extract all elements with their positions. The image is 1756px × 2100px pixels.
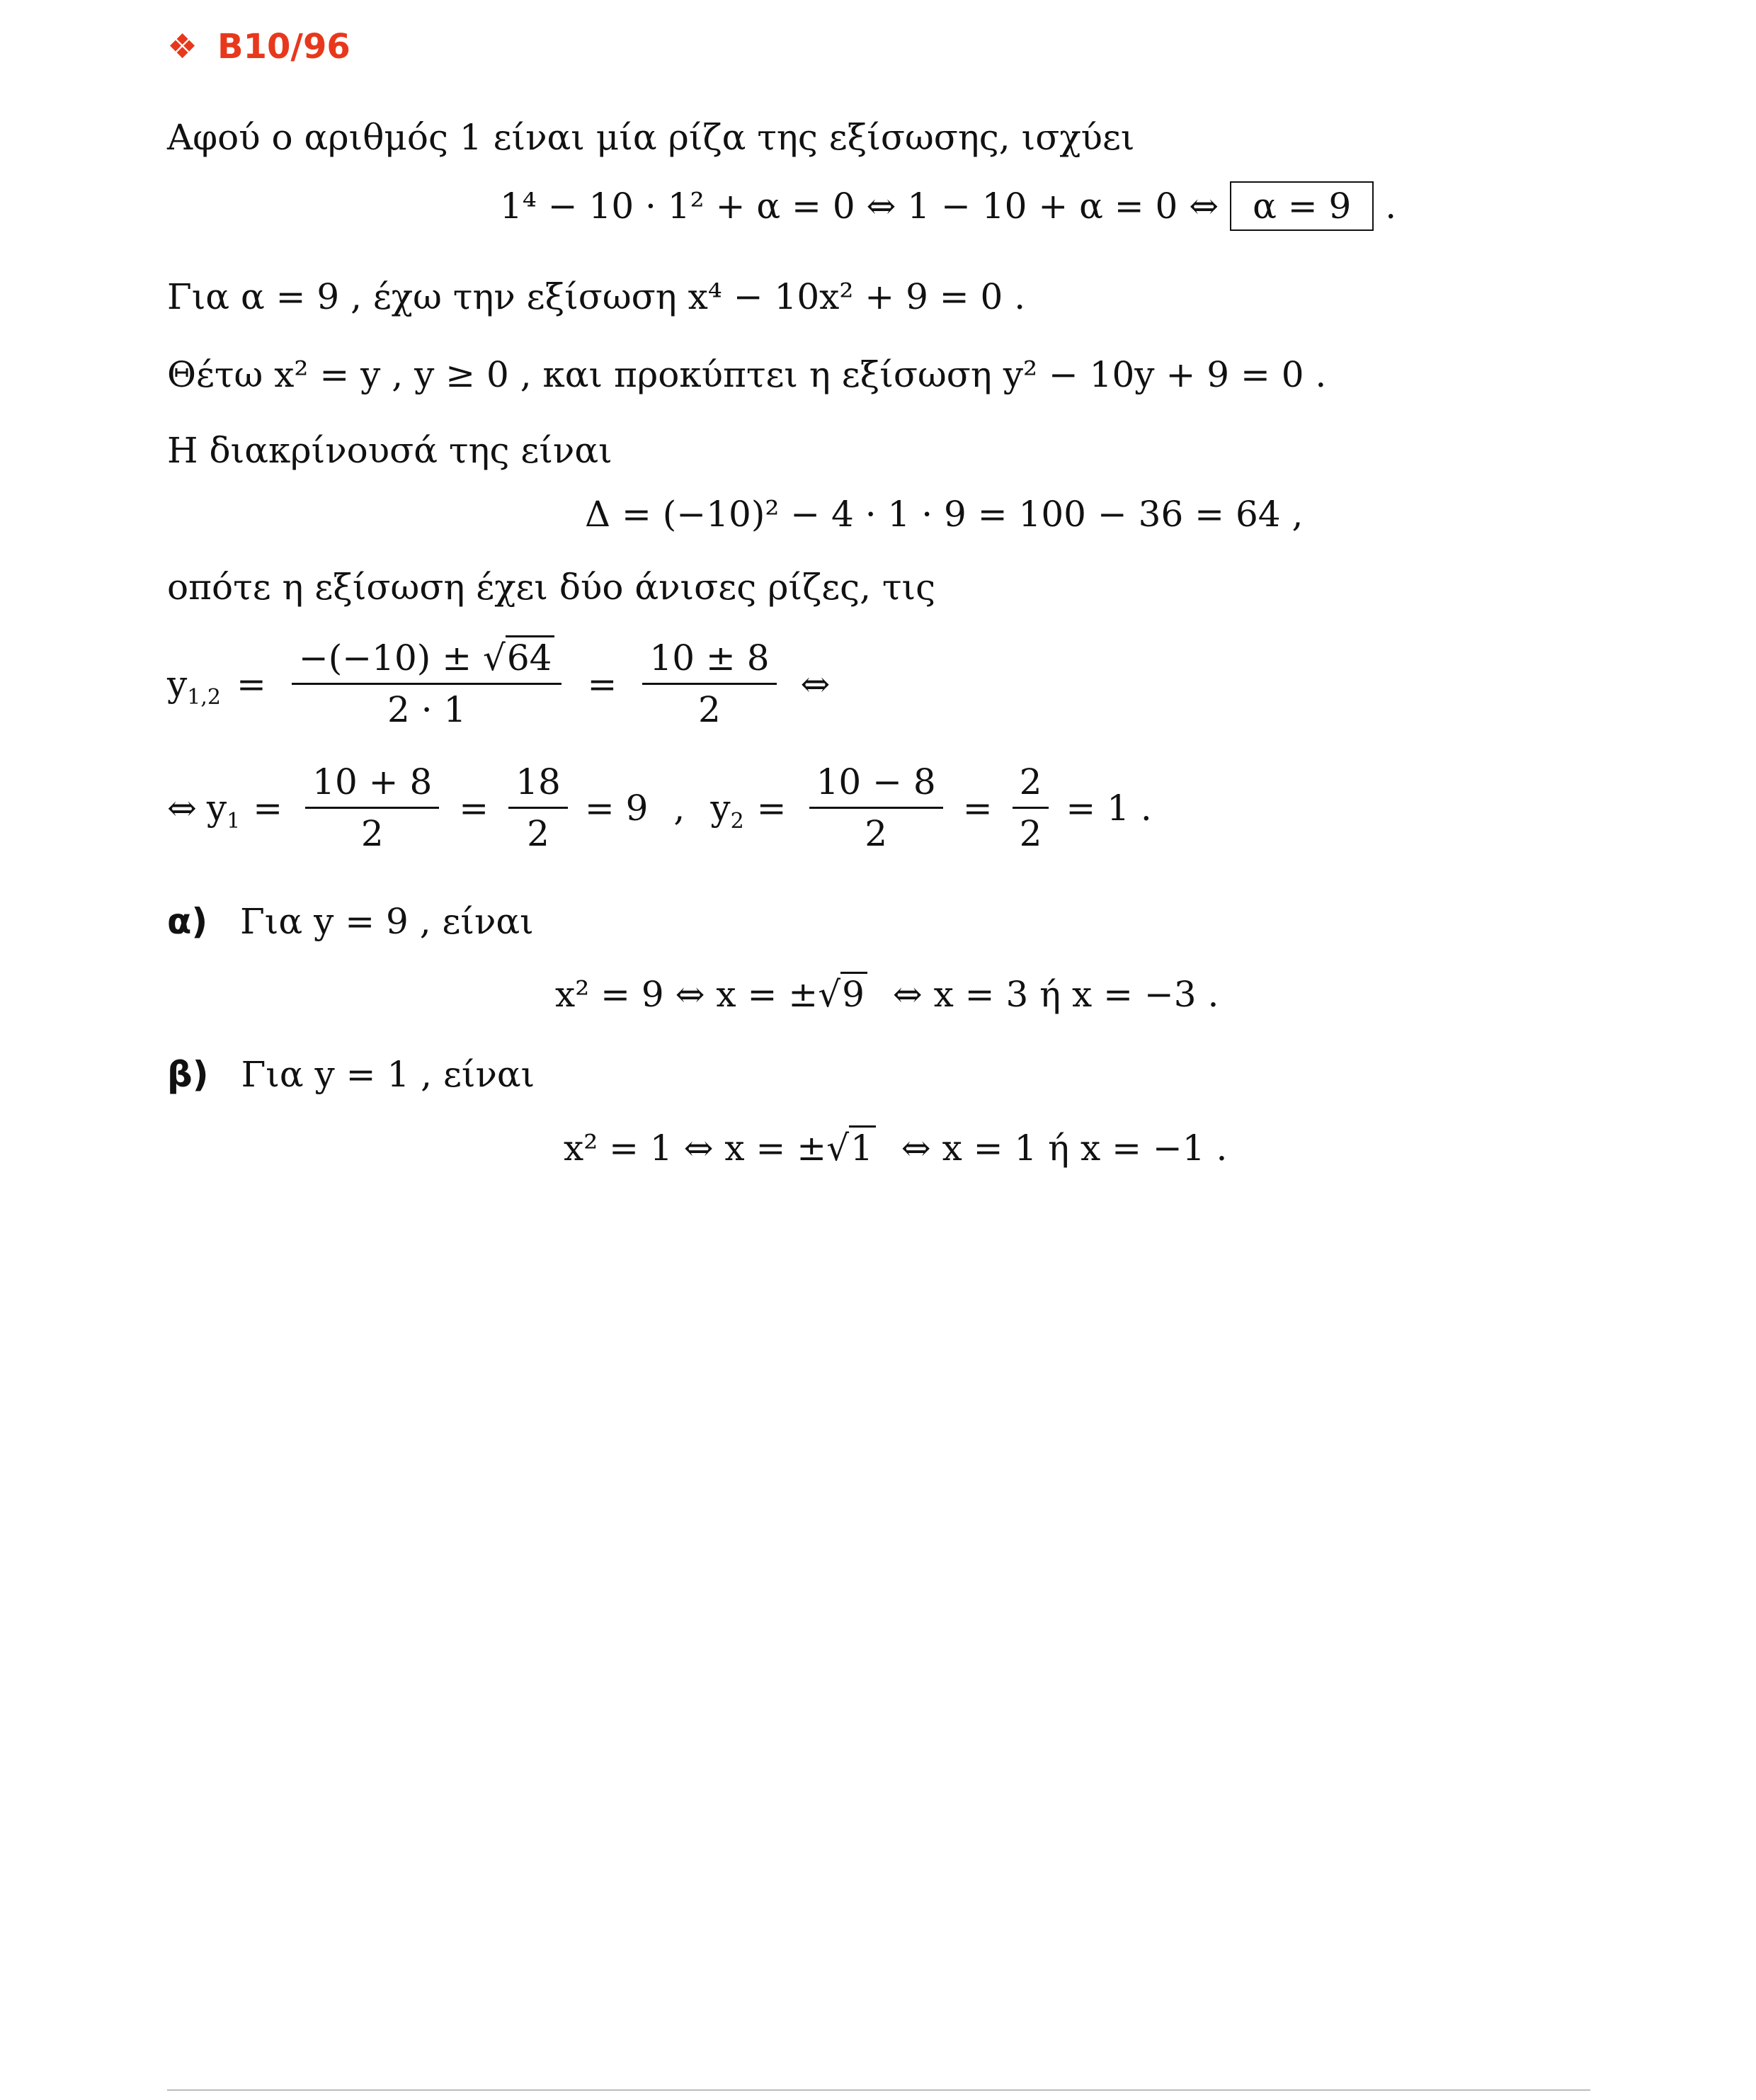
sqrt-symbol: √ — [826, 1128, 850, 1169]
fraction-denominator: 2 — [698, 689, 721, 730]
iff-sign: ⇔ — [800, 663, 831, 705]
sqrt-radicand: 64 — [506, 635, 555, 679]
equation-alpha-steps: 1⁴ − 10 · 1² + α = 0 ⇔ 1 − 10 + α = 0 ⇔ — [500, 186, 1219, 227]
fraction-numerator: 10 − 8 — [809, 761, 943, 809]
fraction-numerator: 2 — [1013, 761, 1049, 809]
equals-sign: = — [236, 663, 266, 705]
intro-line: Αφού ο αριθμός 1 είναι μία ρίζα της εξίσωσης, ισχύει — [167, 117, 1135, 158]
case-b-result: ⇔ x = 1 ή x = −1 . — [901, 1128, 1228, 1169]
problem-title — [167, 27, 350, 67]
diamond-bullet-icon: ❖ — [167, 27, 198, 67]
roots-formula — [167, 637, 830, 730]
root-y2-value: = 1 . — [1066, 787, 1152, 829]
substitution-line: Θέτω x² = y , y ≥ 0 , και προκύπτει η εξίσωση y² − 10y + 9 = 0 . — [167, 354, 1327, 395]
fraction-numerator: 10 + 8 — [305, 761, 439, 809]
fraction-y1 — [305, 761, 439, 854]
case-a-text: Για y = 9 , είναι — [240, 901, 534, 942]
case-a-result: ⇔ x = 3 ή x = −3 . — [892, 974, 1219, 1015]
discriminant-equation: Δ = (−10)² − 4 · 1 · 9 = 100 − 36 = 64 , — [585, 494, 1304, 535]
fraction-quadratic — [292, 637, 562, 730]
fraction-simplified — [642, 637, 776, 730]
equation-alpha — [500, 186, 1396, 227]
fraction-y2 — [809, 761, 943, 854]
boxed-result: α = 9 — [1230, 181, 1374, 231]
fraction-denominator: 2 — [527, 813, 549, 854]
roots-lhs: $y_{1,2}$ — [167, 663, 221, 710]
equals-sign: = — [587, 663, 617, 705]
sqrt-radicand: 9 — [840, 972, 867, 1015]
sqrt-radicand: 1 — [849, 1125, 876, 1169]
fraction-denominator: 2 — [1019, 813, 1042, 854]
fraction-denominator: 2 — [360, 813, 384, 854]
root-y1-value: = 9 — [584, 787, 649, 829]
fraction-numerator: 18 — [508, 761, 568, 809]
equals-sign: = — [459, 787, 489, 829]
equals-sign: = — [962, 787, 993, 829]
iff-sign: ⇔ — [167, 787, 197, 829]
case-a-heading — [167, 901, 534, 942]
discriminant-intro: Η διακρίνουσά της είναι — [167, 430, 612, 471]
fraction-denominator: 2 · 1 — [387, 689, 467, 730]
fraction-numerator: 10 ± 8 — [642, 637, 776, 685]
problem-code: Β10/96 — [217, 27, 350, 67]
root-y2: $y_2$ — [710, 787, 744, 834]
case-a-equation: x² = 9 ⇔ x = ±√9 ⇔ x = 3 ή x = −3 . — [555, 974, 1219, 1015]
fraction-y2-simplified — [1013, 761, 1049, 854]
equation-alpha-period: . — [1385, 186, 1397, 227]
case-b-label: β) — [167, 1054, 209, 1095]
equals-sign: = — [756, 787, 787, 829]
fraction-numerator: −(−10) ± √64 — [292, 637, 562, 685]
case-b-heading — [167, 1054, 535, 1095]
equals-sign: = — [253, 787, 283, 829]
fraction-denominator: 2 — [865, 813, 888, 854]
fraction-y1-simplified — [508, 761, 568, 854]
footer-divider — [167, 2089, 1590, 2091]
sqrt-symbol: √ — [818, 974, 841, 1015]
roots-intro: οπότε η εξίσωση έχει δύο άνισες ρίζες, τις — [167, 567, 936, 608]
sqrt-symbol: √ — [482, 637, 506, 679]
separator-comma: , — [673, 787, 685, 829]
case-b-equation: x² = 1 ⇔ x = ±√1 ⇔ x = 1 ή x = −1 . — [564, 1128, 1227, 1169]
individual-roots — [167, 761, 1152, 854]
case-a-label: α) — [167, 901, 208, 942]
root-y1: $y_1$ — [206, 787, 241, 834]
equation-line: Για α = 9 , έχω την εξίσωση x⁴ − 10x² + 9 = 0 . — [167, 276, 1026, 317]
case-b-text: Για y = 1 , είναι — [241, 1054, 535, 1095]
